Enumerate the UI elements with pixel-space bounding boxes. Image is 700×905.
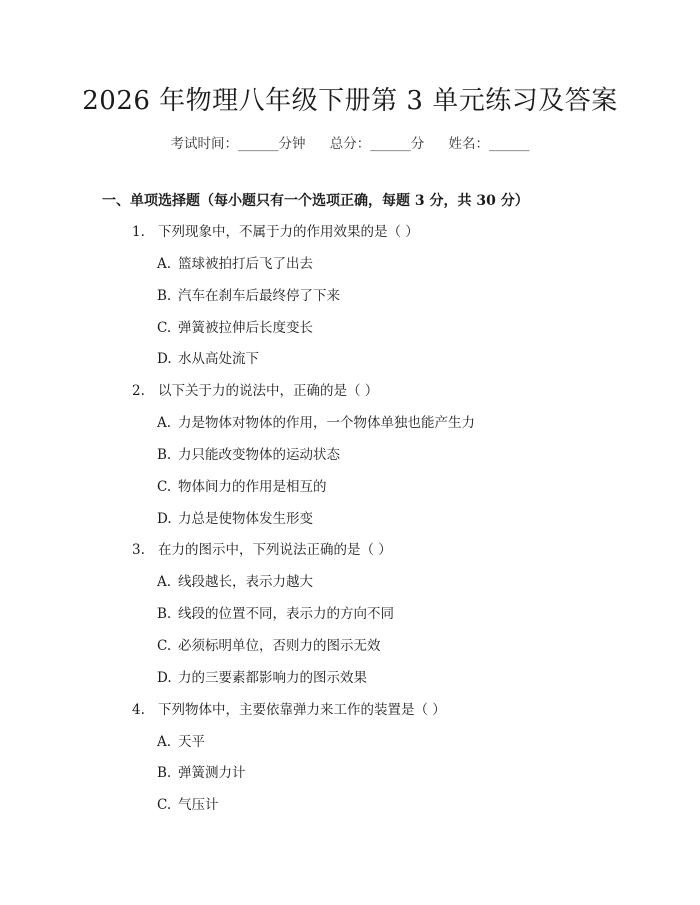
option-row <box>0 762 700 794</box>
question-list <box>0 221 700 826</box>
question-2 <box>0 380 700 539</box>
document-title: 2026 年物理八年级下册第 3 单元练习及答案 <box>82 86 618 116</box>
question-text: 下列物体中，主要依靠弹力来工作的装置是（ ） <box>158 701 446 718</box>
option-row <box>0 348 700 380</box>
option-text: 力总是使物体发生形变 <box>178 510 313 527</box>
option-letter: C. <box>157 319 172 336</box>
exam-info-line <box>0 132 700 152</box>
question-number: 2. <box>132 383 145 400</box>
option-letter: D. <box>157 669 172 686</box>
question-number: 1. <box>132 224 145 240</box>
option-row <box>0 285 700 317</box>
option-text: 线段的位置不同，表示力的方向不同 <box>178 606 394 623</box>
option-text: 篮球被拍打后飞了出去 <box>178 256 313 272</box>
option-text: 线段越长，表示力越大 <box>178 574 313 591</box>
question-number: 3. <box>132 542 145 559</box>
option-text: 必须标明单位，否则力的图示无效 <box>178 637 381 654</box>
option-letter: B. <box>157 765 172 782</box>
question-4 <box>0 699 700 826</box>
option-text: 物体间力的作用是相互的 <box>178 478 327 495</box>
question-number: 4. <box>132 701 145 718</box>
total-score-field: 总分：______分 <box>329 136 425 152</box>
option-letter: B. <box>157 287 172 304</box>
option-text: 弹簧被拉伸后长度变长 <box>178 319 313 336</box>
option-letter: D. <box>157 510 172 527</box>
option-letter: A. <box>157 256 172 272</box>
option-letter: B. <box>157 446 172 463</box>
option-letter: A. <box>157 415 172 432</box>
option-letter: D. <box>157 351 172 368</box>
option-row <box>0 731 700 763</box>
option-letter: B. <box>157 606 172 623</box>
option-text: 气压计 <box>178 797 219 814</box>
section-heading: 一、单项选择题（每小题只有一个选项正确，每题 3 分，共 30 分） <box>102 193 529 209</box>
option-text: 力是物体对物体的作用，一个物体单独也能产生力 <box>178 415 475 432</box>
option-row <box>0 508 700 540</box>
question-text: 在力的图示中，下列说法正确的是（ ） <box>158 542 392 559</box>
option-text: 力的三要素都影响力的图示效果 <box>178 669 367 686</box>
option-letter: A. <box>157 574 172 591</box>
question-1 <box>0 221 700 380</box>
option-row <box>0 444 700 476</box>
question-text: 以下关于力的说法中，正确的是（ ） <box>158 383 379 400</box>
option-row <box>0 476 700 508</box>
option-row <box>0 412 700 444</box>
option-letter: C. <box>157 637 172 654</box>
option-text: 弹簧测力计 <box>178 765 246 782</box>
option-letter: C. <box>157 478 172 495</box>
option-row <box>0 667 700 699</box>
exam-time-field: 考试时间：______分钟 <box>170 136 306 152</box>
option-text: 水从高处流下 <box>178 351 259 368</box>
option-row <box>0 317 700 349</box>
question-3 <box>0 539 700 698</box>
option-row <box>0 603 700 635</box>
option-letter: A. <box>157 733 172 750</box>
option-letter: C. <box>157 797 172 814</box>
option-text: 力只能改变物体的运动状态 <box>178 446 340 463</box>
option-text: 天平 <box>178 733 205 750</box>
option-row <box>0 571 700 603</box>
option-row <box>0 794 700 826</box>
option-row <box>0 635 700 667</box>
option-text: 汽车在刹车后最终停了下来 <box>178 287 340 304</box>
student-name-field: 姓名：______ <box>448 136 530 152</box>
question-text: 下列现象中，不属于力的作用效果的是（ ） <box>158 224 419 240</box>
option-row <box>0 253 700 285</box>
